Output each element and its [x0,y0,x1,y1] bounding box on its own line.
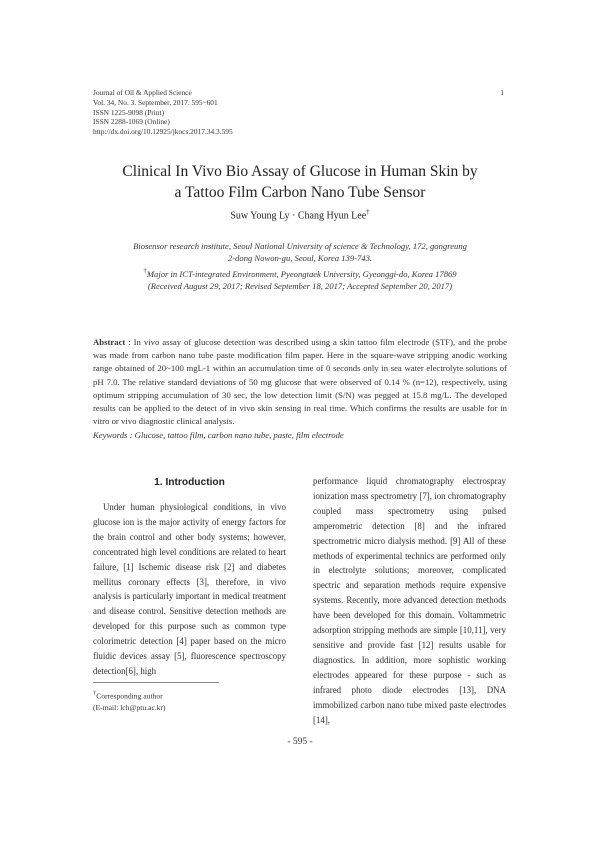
dagger-mark: † [366,208,370,216]
journal-name: Journal of Oil & Applied Science [93,88,192,97]
journal-volume: Vol. 34, No. 3. September, 2017. 595~601 [93,97,218,107]
abstract [93,336,507,428]
footnote-corresponding: Corresponding author [96,691,163,701]
affiliation-line-1: Biosensor research institute, Seoul National University of science & Technology, 172, gongreung [133,241,467,251]
intro-right-column: performance liquid chromatography electrospray ionization mass spectrometry [7], ion chromatography coupled mass spectrometry using pulsed amperometric detection [8] and the infrared spectrometric micro dialysis method. [9] All of these methods of experimental technics are performed only in electrolyte solutions; moreover, complicated spectric and separation methods require expensive systems. Recently, more advanced detection methods have been developed for this domain. Voltammetric adsorption stripping methods are simple [10,11], very sensitive and provide fast [12] results usable for diagnostics. In addition, more sophistic working electrodes appeared for these purpose - such as infrared photo diode electrodes [13], DNA immobilized carbon nano tube mixed paste electrodes [14], [313,476,506,725]
keywords: Keywords : Glucose, tattoo film, carbon nano tube, paste, film electrode [93,430,344,440]
footnote-divider [93,682,219,683]
abstract-text: : In vivo assay of glucose detection was described using a skin tattoo film electrode (STF), and the probe was made from carbon nano tube paste modification film paper. Here in the square-wave stripping anodic working range obtained of 20~100 mgL-1 within an accumulation time of 0 seconds only in sea water electrolyte solutions of pH 7.0. The relative standard deviations of 50 mg glucose that were observed of 0.14 % (n=12), respectively, using optimum stripping accumulation of 30 sec, the low detection limit (S/N) was pegged at 15.8 mg/L. The developed results can be applied to the detect of in vivo skin sensing in real time. Which confirms the results are usable for in vitro or vivo diagnostic clinical analysis. [93,337,508,427]
issn-print: ISSN 1225-9098 (Print) [93,107,165,117]
title-line-1: Clinical In Vivo Bio Assay of Glucose in Human Skin by [122,163,478,180]
footnote-email: (E-mail: lch@ptu.ac.kr) [93,703,166,713]
footnote-dagger: † [93,690,97,697]
abstract-label: Abstract [93,337,126,347]
page-number: - 595 - [287,737,313,747]
affiliation-line-2: 2-dong Nowon-gu, Seoul, Korea 139-743. [227,253,373,264]
received-dates: (Received August 29, 2017; Revised September 18, 2017; Accepted September 20, 2017) [147,281,453,292]
affiliation-dagger: † [143,266,147,275]
footnote [93,688,166,714]
journal-info [93,88,233,137]
affiliations [70,240,530,292]
title-line-2: a Tattoo Film Carbon Nano Tube Sensor [174,184,426,201]
author-names: Suw Young Ly · Chang Hyun Lee [230,210,367,222]
section-heading: 1. Introduction [154,477,225,488]
affiliation-line-3: Major in ICT-integrated Environment, Pyeongtaek University, Gyeonggi-do, Korea 17869 [146,268,457,279]
author-list [0,208,600,221]
intro-left-column: Under human physiological conditions, in vivo glucose ion is the major activity of energy factors for the brain control and other body systems; however, concentrated high level conditions are related to heart failure, [1] Ischemic disease risk [2] and diabetes mellitus coronary effects [3], therefore, in vivo analysis is particularly important in medical treatment and disease control. Sensitive detection methods are developed for this purpose such as common type colorimetric detection [4] paper based on the micro fluidic devices assay [5], fluorescence spectroscopy detection[6], high [93,502,286,676]
page-marker: 1 [500,88,504,97]
issn-online: ISSN 2288-1069 (Online) [93,117,170,127]
paper-title [60,161,540,203]
doi-link[interactable]: http://dx.doi.org/10.12925/jkocs.2017.34.3.595 [93,127,233,137]
